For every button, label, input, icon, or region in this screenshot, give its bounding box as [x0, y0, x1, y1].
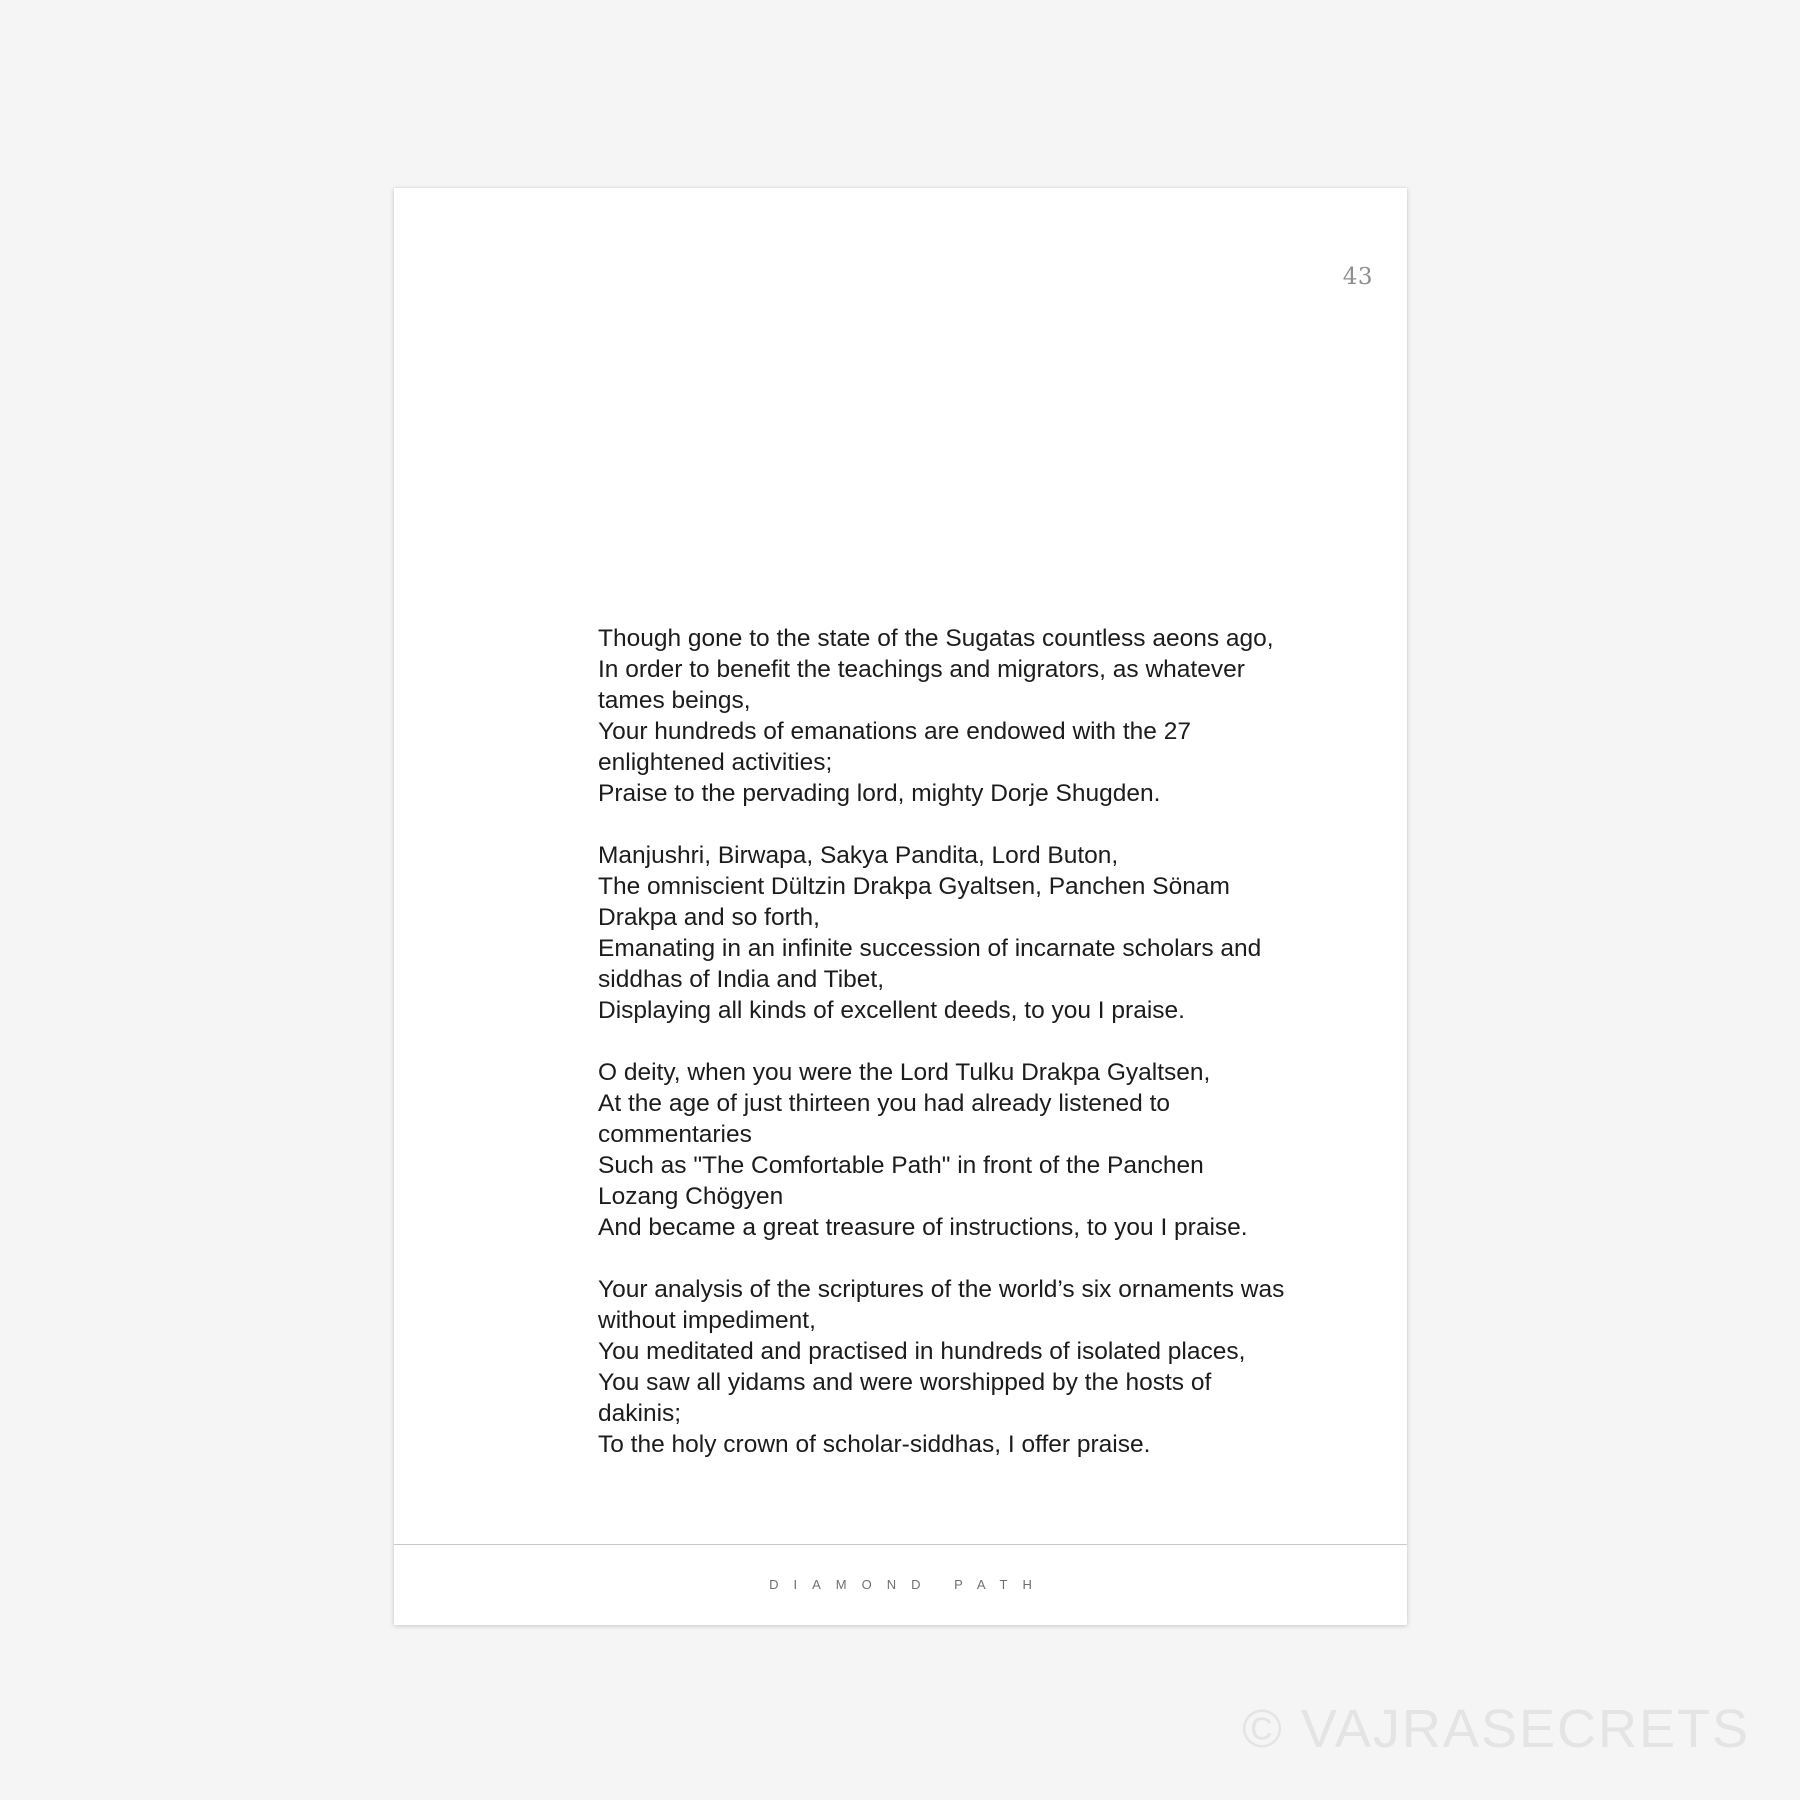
verse-line: Manjushri, Birwapa, Sakya Pandita, Lord Buton, [598, 842, 1119, 869]
verse-line: Emanating in an infinite succession of incarnate scholars and [598, 935, 1262, 962]
verse-line: At the age of just thirteen you had already listened to [598, 1090, 1171, 1117]
verse-line: You saw all yidams and were worshipped by the hosts of [598, 1369, 1212, 1396]
footer-divider [394, 1544, 1407, 1545]
verse-line: Such as "The Comfortable Path" in front of the Panchen [598, 1152, 1204, 1179]
verse-line: To the holy crown of scholar-siddhas, I offer praise. [598, 1431, 1151, 1458]
verse-line: O deity, when you were the Lord Tulku Drakpa Gyaltsen, [598, 1059, 1211, 1086]
footer-title: DIAMOND PATH [769, 1577, 1047, 1592]
verse-line: You meditated and practised in hundreds of isolated places, [598, 1338, 1246, 1365]
verse-line: enlightened activities; [598, 749, 833, 776]
verse-line: siddhas of India and Tibet, [598, 966, 885, 993]
verse-line: Drakpa and so forth, [598, 904, 820, 931]
document-page [394, 188, 1407, 1625]
verse-line: In order to benefit the teachings and migrators, as whatever [598, 656, 1245, 683]
stanza-2 [598, 840, 1333, 1026]
verse-line: without impediment, [598, 1307, 816, 1334]
verse-line: Displaying all kinds of excellent deeds, to you I praise. [598, 997, 1185, 1024]
verse-line: tames beings, [598, 687, 751, 714]
verse-line: Your analysis of the scriptures of the world’s six ornaments was [598, 1276, 1285, 1303]
verse-line: Your hundreds of emanations are endowed with the 27 [598, 718, 1191, 745]
page-number: 43 [1342, 264, 1373, 290]
stanza-1 [598, 623, 1333, 809]
stanza-4 [598, 1274, 1333, 1460]
stanza-3 [598, 1057, 1333, 1243]
verse-line: The omniscient Dültzin Drakpa Gyaltsen, Panchen Sönam [598, 873, 1230, 900]
verse-line: Lozang Chögyen [598, 1183, 784, 1210]
copyright-watermark: © VAJRASECRETS [1242, 1699, 1750, 1759]
verse-line: Praise to the pervading lord, mighty Dorje Shugden. [598, 780, 1161, 807]
verse-line: dakinis; [598, 1400, 682, 1427]
verse-line: Though gone to the state of the Sugatas countless aeons ago, [598, 625, 1274, 652]
verse-line: And became a great treasure of instructions, to you I praise. [598, 1214, 1248, 1241]
verse-body [598, 623, 1333, 1460]
verse-line: commentaries [598, 1121, 752, 1148]
